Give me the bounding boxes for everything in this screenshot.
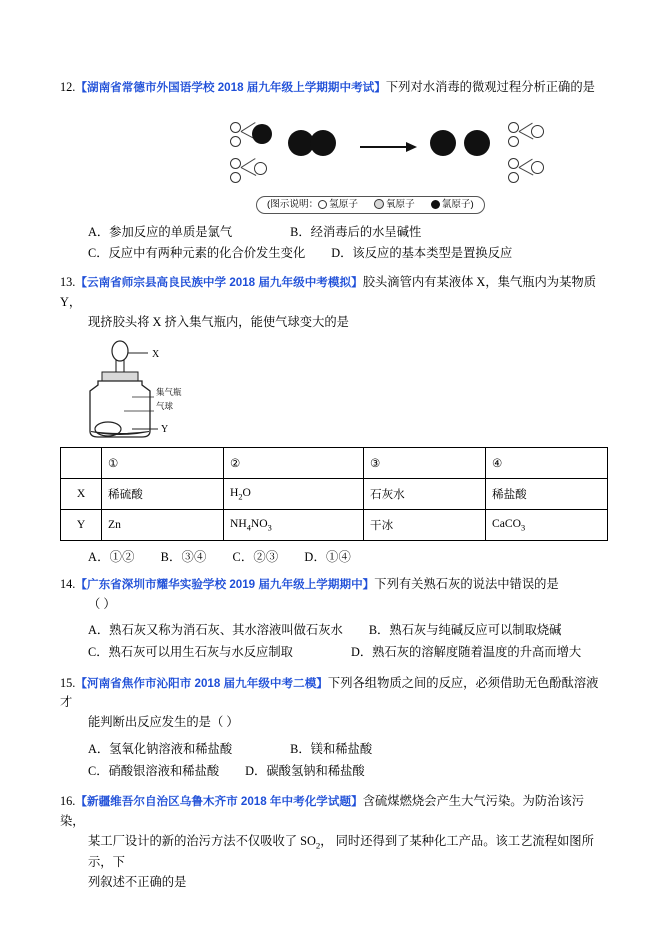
cell-y-1: Zn <box>102 509 224 540</box>
table-header-blank <box>61 447 102 478</box>
hydrogen-atom <box>230 158 241 169</box>
option-row <box>88 739 608 761</box>
option-row <box>88 642 608 664</box>
option-d: D．该反应的基本类型是置换反应 <box>331 246 513 261</box>
question-13-answers <box>88 547 608 565</box>
answer-c: C．②③ <box>232 549 279 564</box>
table-header-4: ④ <box>485 447 607 478</box>
question-14 <box>60 575 608 615</box>
oxygen-atom <box>464 130 490 156</box>
option-c: C．反应中有两种元素的化合价发生变化 <box>88 246 306 261</box>
svg-text:气球: 气球 <box>156 400 174 411</box>
table-row <box>61 478 608 509</box>
question-16 <box>60 792 608 892</box>
option-b: B．镁和稀盐酸 <box>290 742 373 757</box>
answer-d: D．①④ <box>304 549 351 564</box>
reaction-arrow-icon <box>360 142 418 152</box>
cell-y-4: CaCO$_3$ <box>485 509 607 540</box>
chlorine-atom-icon <box>431 200 440 209</box>
legend-label: (图示说明： <box>267 198 319 210</box>
answer-b: B．③④ <box>160 549 207 564</box>
option-row <box>88 243 608 265</box>
row-label-y: Y <box>61 509 102 540</box>
option-b: B．熟石灰与纯碱反应可以制取烧碱 <box>368 623 562 638</box>
option-row <box>88 761 608 783</box>
question-12-diagram <box>60 104 608 222</box>
question-16-text-line2: 某工厂设计的新的治污方法不仅吸收了 $SO_2$， 同时还得到了某种化工产品。该工艺流程如图所示，下 <box>88 834 594 869</box>
cell-x-4: 稀盐酸 <box>485 478 607 509</box>
table-header-2: ② <box>224 447 364 478</box>
question-13-text-line2: 现挤胶头将 X 挤入集气瓶内，能使气球变大的是 <box>88 314 349 329</box>
legend-item-chlorine: 氯原子 <box>441 198 471 210</box>
table-row <box>61 447 608 478</box>
oxygen-atom-icon <box>374 199 384 209</box>
question-14-options <box>88 620 608 663</box>
hydrogen-atom <box>508 122 519 133</box>
cell-x-1: 稀硫酸 <box>102 478 224 509</box>
cell-y-3: 干冰 <box>363 509 485 540</box>
question-14-number: 14. <box>60 576 76 591</box>
hydrogen-atom <box>531 125 544 138</box>
question-16-text: 含硫煤燃烧会产生大气污染。为防治该污染， <box>60 794 585 829</box>
question-13 <box>60 273 608 333</box>
option-a: A．氢氧化钠溶液和稀盐酸 <box>88 742 233 757</box>
legend-item-oxygen: 氧原子 <box>385 198 415 210</box>
document-content <box>60 78 608 899</box>
hydrogen-atom <box>230 172 241 183</box>
question-15-text-line2: 能判断出反应发生的是（ ） <box>88 715 239 730</box>
oxygen-atom <box>252 124 272 144</box>
option-a: A．参加反应的单质是氯气 <box>88 224 233 239</box>
answer-a: A．①② <box>88 549 135 564</box>
question-14-text: 下列有关熟石灰的说法中错误的是 <box>374 576 559 591</box>
option-d: D．熟石灰的溶解度随着温度的升高而增大 <box>350 644 582 659</box>
diagram-legend <box>256 196 485 214</box>
svg-text:Y: Y <box>161 423 169 435</box>
question-15-text: 下列各组物质之间的反应，必须借助无色酚酞溶液才 <box>60 675 599 710</box>
row-label-x: X <box>61 478 102 509</box>
cell-x-3: 石灰水 <box>363 478 485 509</box>
hydrogen-atom <box>508 158 519 169</box>
molecule-reaction-diagram <box>60 104 608 190</box>
option-row <box>88 222 608 244</box>
hydrogen-atom <box>508 172 519 183</box>
svg-text:集气瓶: 集气瓶 <box>156 386 182 397</box>
table-row <box>61 509 608 540</box>
hydrogen-atom <box>508 136 519 147</box>
legend-close: ) <box>470 198 474 210</box>
cell-x-2: $H_2O$ <box>224 478 364 509</box>
question-14-source: 【广东省深圳市耀华实验学校 2019 届九年级上学期期中】 <box>75 577 375 591</box>
question-16-number: 16. <box>60 794 76 809</box>
table-header-1: ① <box>102 447 224 478</box>
svg-text:X: X <box>152 348 160 360</box>
question-12-options <box>88 222 608 265</box>
question-15-source: 【河南省焦作市沁阳市 2018 届九年级中考二模】 <box>75 676 328 690</box>
question-13-source: 【云南省师宗县高良民族中学 2018 届九年级中考模拟】 <box>75 275 363 289</box>
hydrogen-atom <box>230 136 241 147</box>
question-14-paren: （ ） <box>88 596 116 611</box>
option-c: C．硝酸银溶液和稀盐酸 <box>88 763 220 778</box>
option-c: C．熟石灰可以用生石灰与水反应制取 <box>88 644 293 659</box>
cell-y-2: $NH_4NO_3$ <box>224 509 364 540</box>
question-12 <box>60 78 608 98</box>
question-13-text: 胶头滴管内有某液体 X，集气瓶内为某物质 Y， <box>60 274 596 309</box>
question-12-number: 12. <box>60 80 76 94</box>
option-row <box>88 620 608 642</box>
chlorine-atom <box>430 130 456 156</box>
hydrogen-atom <box>531 161 544 174</box>
question-16-source: 【新疆维吾尔自治区乌鲁木齐市 2018 年中考化学试题】 <box>75 795 363 809</box>
hydrogen-atom-icon <box>318 200 327 209</box>
question-13-table <box>60 447 608 541</box>
option-d: D．碳酸氢钠和稀盐酸 <box>245 763 365 778</box>
chlorine-atom <box>310 130 336 156</box>
hydrogen-atom <box>230 122 241 133</box>
gas-bottle-diagram <box>72 339 302 443</box>
question-15-number: 15. <box>60 675 76 690</box>
question-15 <box>60 674 608 734</box>
question-12-text: 下列对水消毒的微观过程分析正确的是 <box>385 80 595 94</box>
option-a: A．熟石灰又称为消石灰、其水溶液叫做石灰水 <box>88 623 343 638</box>
hydrogen-atom <box>254 162 267 175</box>
question-13-number: 13. <box>60 274 76 289</box>
legend-item-hydrogen: 氢原子 <box>329 198 358 210</box>
option-b: B．经消毒后的水呈碱性 <box>290 224 422 239</box>
question-16-text-line3: 列叙述不正确的是 <box>88 874 187 889</box>
question-13-apparatus <box>60 339 608 443</box>
table-header-3: ③ <box>363 447 485 478</box>
question-12-source: 【湖南省常德市外国语学校 2018 届九年级上学期期中考试】 <box>75 81 386 94</box>
question-15-options <box>88 739 608 782</box>
